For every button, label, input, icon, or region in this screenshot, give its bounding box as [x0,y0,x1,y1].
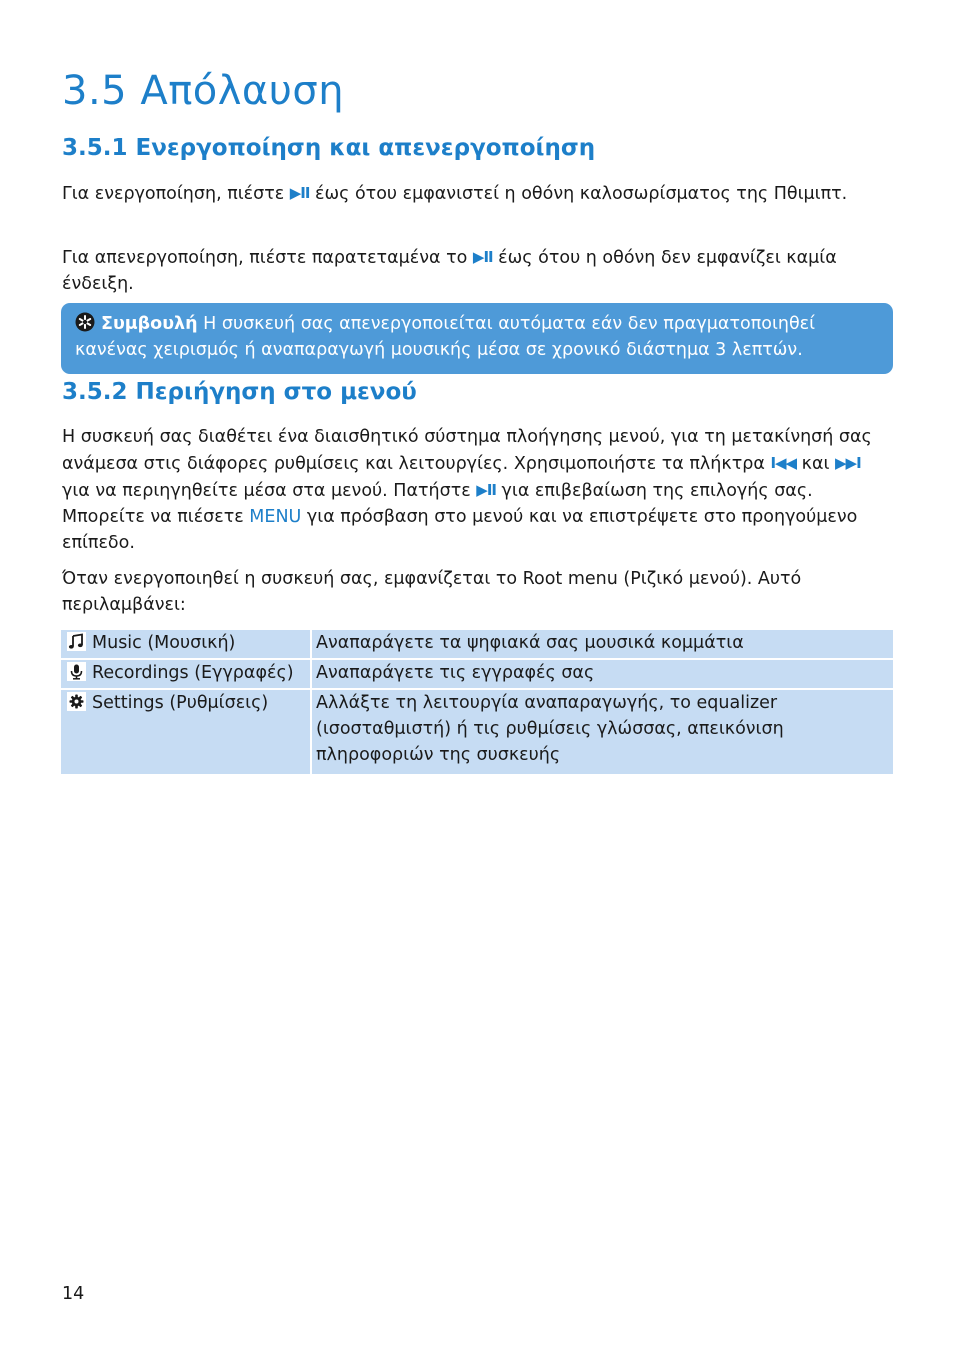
menu-item-cell [61,630,311,659]
play-pause-icon: ▶II [472,248,493,266]
previous-icon: I◀◀ [770,454,797,472]
menu-item-cell [61,689,311,775]
text-fragment: για να περιηγηθείτε μέσα στα μενού. Πατήστε [62,481,477,501]
text-fragment: για επιβεβαίωση της επιλογής σας. Μπορείτε να πιέσετε [62,481,813,527]
page-title: 3.5 Απόλαυση [62,68,345,114]
menu-item-label: Recordings (Εγγραφές) [92,663,294,683]
next-icon: ▶▶I [835,454,861,472]
menu-description-cell: Αναπαράγετε τις εγγραφές σας [311,659,893,689]
text-fragment: Η συσκευή σας διαθέτει ένα διαισθητικό σύστημα πλοήγησης μενού, για τη μετακίνησή σας ανάμεσα στις διάφορες ρυθμίσεις και λειτουργίες. Χρησιμοποιήστε τα πλήκτρα [62,427,872,474]
root-menu-table [61,630,893,776]
menu-description-cell: Αναπαράγετε τα ψηφιακά σας μουσικά κομμάτια [311,630,893,659]
paragraph-power-on [62,180,892,207]
text-fragment: έως ότου η οθόνη δεν εμφανίζει καμία ένδειξη. [62,248,837,294]
tip-box [61,303,893,374]
text-fragment: Για ενεργοποίηση, πιέστε [62,184,290,204]
play-pause-icon: ▶II [289,184,310,202]
table-row [61,659,893,689]
tip-label: Συμβουλή [101,314,198,334]
menu-item-label: Settings (Ρυθμίσεις) [92,693,269,713]
paragraph-menu-navigation [62,424,892,556]
table-row [61,689,893,775]
menu-description-cell: Αλλάξτε τη λειτουργία αναπαραγωγής, το equalizer (ισοσταθμιστή) ή τις ρυθμίσεις γλώσσας, απεικόνιση πληροφοριών της συσκευής [311,689,893,775]
page-number: 14 [62,1284,85,1304]
text-fragment: και [796,454,835,474]
table-row [61,630,893,659]
section-heading-menu: 3.5.2 Περιήγηση στο μενού [62,379,417,405]
text-fragment: έως ότου εμφανιστεί η οθόνη καλοσωρίσματος της Πθιμιπτ. [309,184,848,204]
tip-asterisk-icon [75,312,95,332]
menu-key-label: MENU [249,507,302,527]
paragraph-power-off [62,244,892,297]
menu-item-cell [61,659,311,689]
tip-text: Η συσκευή σας απενεργοποιείται αυτόματα εάν δεν πραγματοποιηθεί κανένας χειρισμός ή αναπαραγωγή μουσικής μέσα σε χρονικό διάστημα 3 λεπτών. [75,314,816,360]
microphone-icon [67,662,86,681]
music-note-icon [67,632,86,651]
paragraph-root-menu: Όταν ενεργοποιηθεί η συσκευή σας, εμφανίζεται το Root menu (Ριζικό μενού). Αυτό περιλαμβάνει: [62,569,802,615]
gear-icon [67,692,86,711]
text-fragment: Για απενεργοποίηση, πιέστε παρατεταμένα το [62,248,473,268]
menu-item-label: Music (Μουσική) [92,633,236,653]
play-pause-icon: ▶II [476,481,496,499]
text-fragment: για πρόσβαση στο μενού και να επιστρέψετε στο προηγούμενο επίπεδο. [62,507,858,553]
section-heading-power: 3.5.1 Ενεργοποίηση και απενεργοποίηση [62,135,596,161]
